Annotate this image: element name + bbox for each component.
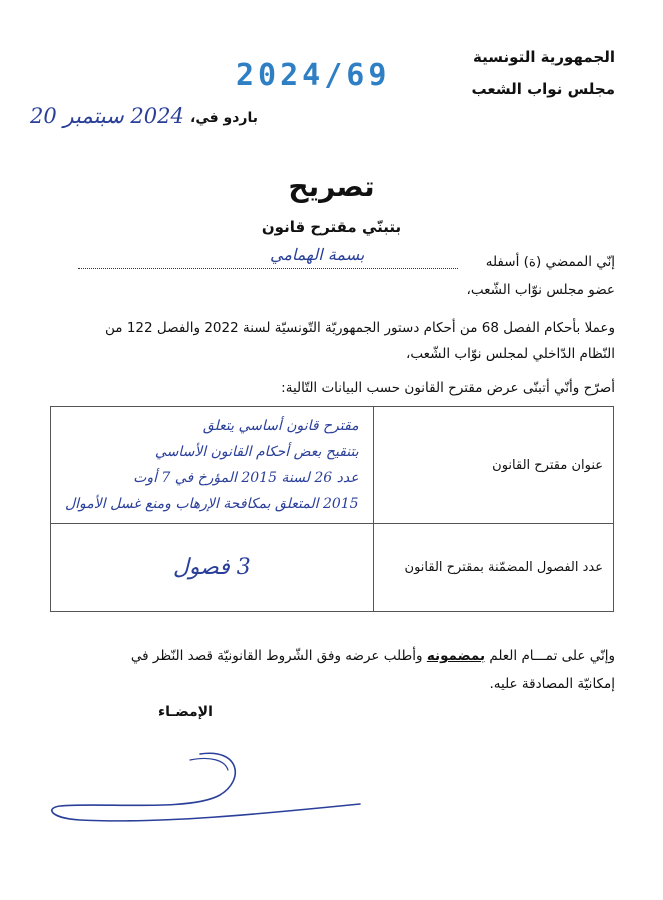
title-label-cell: عنوان مقترح القانون bbox=[373, 407, 613, 524]
handwritten-date: 2024 سبتمبر 20 bbox=[30, 104, 184, 128]
signature-label: الإمضـاء bbox=[158, 704, 213, 720]
articles-value-cell bbox=[51, 524, 374, 612]
reference-number-stamp: 2024/69 bbox=[236, 58, 391, 93]
handwritten-signer-name: بسمة الهمامي bbox=[270, 245, 365, 264]
handwritten-title-line: 2015 المتعلق بمكافحة الإرهاب ومنع غسل الأموال bbox=[65, 496, 359, 512]
handwritten-articles-count: 3 فصول bbox=[172, 555, 251, 580]
signer-dotted-line bbox=[78, 268, 458, 269]
place-label: باردو في، bbox=[190, 110, 258, 126]
table-row bbox=[51, 524, 614, 612]
legal-text-line-1: وعملا بأحكام الفصل 68 من أحكام دستور الجمهوريّة التّونسيّة لسنة 2022 والفصل 122 من bbox=[105, 320, 615, 336]
handwritten-title-line: مقترح قانون أساسي يتعلق bbox=[202, 418, 359, 434]
legal-text-line-2: النّظام الدّاخلي لمجلس نوّاب الشّعب، bbox=[406, 346, 615, 362]
closing-line-2: إمكانيّة المصادقة عليه. bbox=[489, 676, 615, 692]
title-value-cell bbox=[51, 407, 374, 524]
document-title: تصريح bbox=[288, 170, 375, 203]
table-row bbox=[51, 407, 614, 524]
header-republic: الجمهورية التونسية bbox=[473, 48, 615, 66]
signer-prefix: إنّي الممضي (ة) أسفله bbox=[485, 254, 615, 270]
handwritten-title-line: عدد 26 لسنة 2015 المؤرخ في 7 أوت bbox=[133, 470, 359, 486]
handwritten-signature bbox=[40, 740, 380, 830]
closing-line-1-start: وإنّي على تمـــام العلم bbox=[489, 648, 615, 664]
closing-line-1-end: وأطلب عرضه وفق الشّروط القانونيّة قصد النّظر في bbox=[130, 648, 423, 664]
closing-line-1 bbox=[131, 648, 615, 664]
handwritten-title-line: بتنقيح بعض أحكام القانون الأساسي bbox=[154, 444, 359, 460]
info-table bbox=[50, 406, 614, 612]
closing-bold-word: بمضمونه bbox=[426, 648, 486, 664]
document-subtitle: بتبنّي مقترح قانون bbox=[261, 218, 402, 236]
header-assembly: مجلس نواب الشعب bbox=[471, 80, 615, 98]
signer-role: عضو مجلس نوّاب الشّعب، bbox=[466, 282, 615, 298]
articles-label-cell: عدد الفصول المضمّنة بمقترح القانون bbox=[373, 524, 613, 612]
declaration-text: أصرّح وأنّي أتبنّى عرض مقترح القانون حسب البيانات التّالية: bbox=[281, 380, 615, 396]
